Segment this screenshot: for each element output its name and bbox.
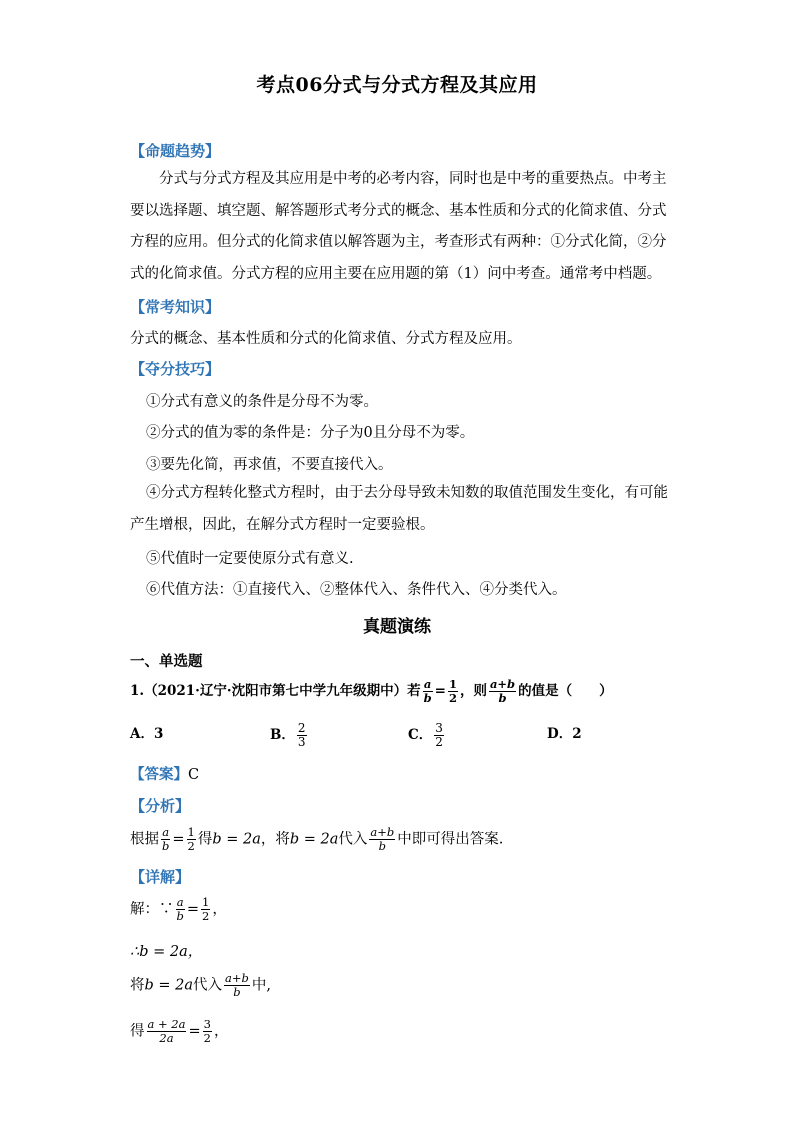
fraction-three-halves: $\frac{3}{2}$ <box>203 1017 211 1045</box>
fraction-a-plus-2a-over-2a: $\frac{a + 2a}{2a}$ <box>147 1017 186 1045</box>
answer-heading: 【答案】 <box>130 766 188 783</box>
question-1-prefix: 1.（2021·辽宁·沈阳市第七中学九年级期中）若 <box>130 683 421 699</box>
detail-line-2: ∴b = 2a， <box>130 944 203 960</box>
detail-line-4: 得 $\frac{a + 2a}{2a}$ = $\frac{3}{2}$ ， <box>130 1017 229 1045</box>
tip-item-4: ④分式方程转化整式方程时，由于去分母导致未知数的取值范围发生变化，有可能产生增根，因此，在解分式方程时一定要验根。 <box>130 485 668 533</box>
analysis-text: 根据 $\frac{a}{b}$ = $\frac{1}{2}$ 得b = 2a，将b = 2a代入 $\frac{a+b}{b}$ 中即可得出答案. <box>130 825 504 853</box>
practice-title: 真题演练 <box>363 617 431 637</box>
detail-line-3: 将b = 2a代入 $\frac{a+b}{b}$ 中, <box>130 971 271 999</box>
option-d: D．2 <box>547 726 582 742</box>
trend-paragraph: 分式与分式方程及其应用是中考的必考内容，同时也是中考的重要热点。中考主要以选择题、填空题、解答题形式考分式的概念、基本性质和分式的化简求值、分式方程的应用。但分式的化简求值以解答题为主，考查形式有两种：①分式化简，②分式的化简求值。分式方程的应用主要在应用题的第（1）问中考查。通常考中档题。 <box>130 171 667 282</box>
question-1 <box>130 678 613 705</box>
fraction-a-plus-b-over-b: $\frac{a+b}{b}$ <box>225 971 249 999</box>
page-title: 考点06分式与分式方程及其应用 <box>256 74 538 96</box>
section-single-choice: 一、单选题 <box>130 653 203 670</box>
analysis-heading: 【分析】 <box>130 797 191 815</box>
question-1-suffix: 的值是（ ） <box>518 683 613 699</box>
answer-value: C <box>188 767 200 783</box>
tip-item-3: ③要先化简，再求值，不要直接代入。 <box>146 457 393 473</box>
option-a: A．3 <box>130 726 164 742</box>
tip-item-6: ⑥代值方法：①直接代入、②整体代入、条件代入、④分类代入。 <box>146 582 567 598</box>
tip-item-2: ②分式的值为零的条件是：分子为0且分母不为零。 <box>146 425 475 441</box>
knowledge-text: 分式的概念、基本性质和分式的化简求值、分式方程及应用。 <box>130 331 522 347</box>
question-1-mid: ，则 <box>459 683 487 699</box>
detail-line-1: 解：∵ $\frac{a}{b}$ = $\frac{1}{2}$ ， <box>130 895 227 923</box>
fraction-one-half: $\frac{1}{2}$ <box>187 825 195 853</box>
tip-item-1: ①分式有意义的条件是分母不为零。 <box>146 394 378 410</box>
fraction-a-over-b: $\frac{a}{b}$ <box>162 825 170 853</box>
fraction-a-plus-b-over-b: $\frac{a+b}{b}$ <box>489 677 516 705</box>
tip-item-5: ⑤代值时一定要使原分式有意义. <box>146 551 354 567</box>
option-b: B． $\frac{2}{3}$ <box>270 721 306 749</box>
fraction-one-half: $\frac{1}{2}$ <box>448 677 457 705</box>
knowledge-heading: 【常考知识】 <box>130 298 221 316</box>
option-c: C． $\frac{3}{2}$ <box>408 721 443 749</box>
option-b-fraction: $\frac{2}{3}$ <box>297 721 306 749</box>
fraction-a-over-b: $\frac{a}{b}$ <box>423 677 432 705</box>
equals-sign: = <box>434 683 446 699</box>
fraction-one-half: $\frac{1}{2}$ <box>202 895 210 923</box>
option-c-fraction: $\frac{3}{2}$ <box>435 721 443 749</box>
trend-heading: 【命题趋势】 <box>130 142 221 160</box>
fraction-a-over-b: $\frac{a}{b}$ <box>176 895 184 923</box>
fraction-a-plus-b-over-b: $\frac{a+b}{b}$ <box>370 825 395 853</box>
tips-heading: 【夺分技巧】 <box>130 360 221 378</box>
detail-heading: 【详解】 <box>130 868 191 886</box>
answer-line <box>130 763 199 784</box>
